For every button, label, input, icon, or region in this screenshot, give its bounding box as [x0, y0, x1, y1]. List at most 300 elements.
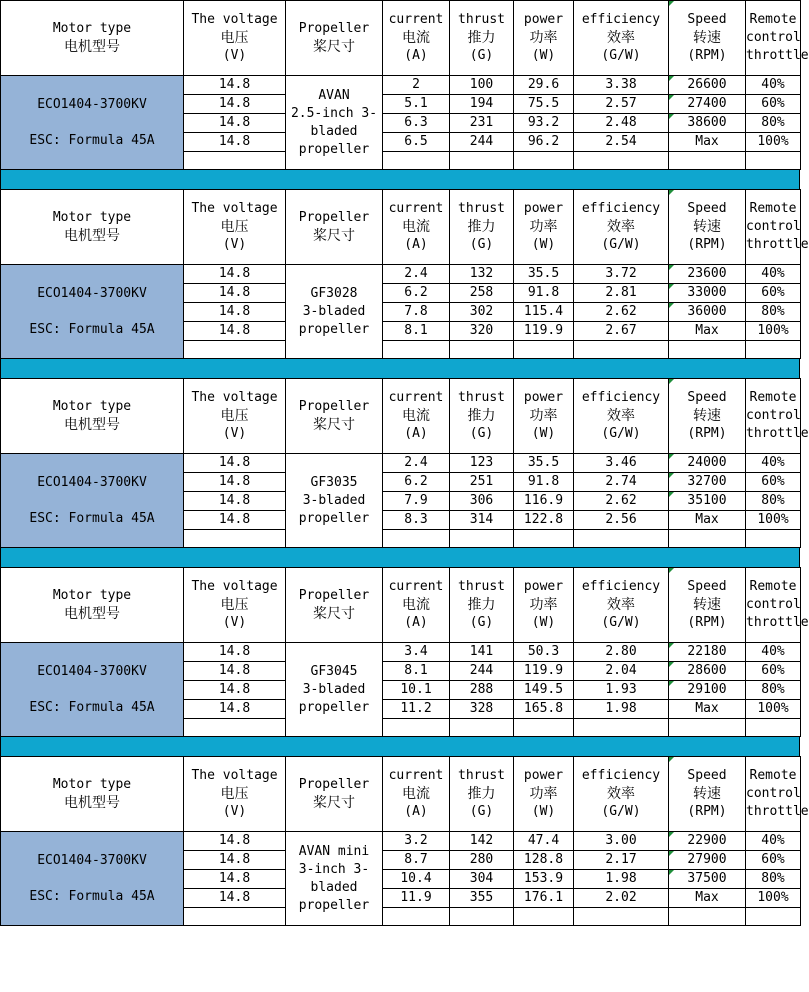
table-row [1, 643, 801, 662]
cell-text-line: (V) [222, 237, 247, 252]
cell-text-line: 功率 [529, 786, 558, 802]
cell-text-line: AVAN mini [298, 843, 370, 859]
power-cell: 96.2 [514, 133, 574, 152]
voltage-cell: 14.8 [184, 851, 286, 870]
cell-text-line: 桨尺寸 [313, 606, 355, 622]
thrust-cell: 123 [450, 454, 514, 473]
voltage-cell: 14.8 [184, 889, 286, 908]
cell-text-line: control [746, 408, 801, 423]
current-cell: 3.2 [383, 832, 450, 851]
current-cell: 10.4 [383, 870, 450, 889]
throttle-cell: 80% [746, 492, 801, 511]
cell-text-line: (A) [404, 615, 428, 630]
efficiency-cell: 2.62 [574, 303, 669, 322]
speed-cell: Max [669, 889, 746, 908]
throttle-cell: 60% [746, 473, 801, 492]
cell-text-line: 3-bladed [302, 303, 366, 319]
thrust-cell: 141 [450, 643, 514, 662]
efficiency-cell: 2.48 [574, 114, 669, 133]
power-cell: 153.9 [514, 870, 574, 889]
cell-text-line: The voltage [191, 201, 278, 216]
cell-text-line: The voltage [191, 12, 278, 27]
cell-text-line: throttle [746, 804, 809, 819]
cell-text-line: (V) [222, 804, 247, 819]
cell-text-line: bladed [310, 123, 358, 139]
cell-text-line: 电流 [402, 597, 430, 613]
cell-text-line: 功率 [529, 408, 558, 424]
cell-text-line: efficiency [581, 12, 661, 27]
current-cell: 10.1 [383, 681, 450, 700]
voltage-cell-empty [184, 152, 286, 170]
cell-text-line: control [746, 219, 801, 234]
cell-text-line: (W) [531, 237, 556, 252]
cell-text-line: (W) [531, 426, 556, 441]
throttle-cell: 100% [746, 700, 801, 719]
throttle-cell: 100% [746, 511, 801, 530]
power-cell: 176.1 [514, 889, 574, 908]
header-motor [1, 1, 184, 76]
speed-cell: 33000 [669, 284, 746, 303]
voltage-cell: 14.8 [184, 662, 286, 681]
cell-text-line: 电机型号 [64, 228, 120, 244]
thrust-cell-empty [450, 908, 514, 926]
header-voltage [184, 190, 286, 265]
cell-text-line: Motor type [52, 777, 132, 792]
cell-text-line: (A) [404, 426, 428, 441]
current-cell: 6.5 [383, 133, 450, 152]
cell-text-line: power [523, 390, 564, 405]
header-speed [669, 379, 746, 454]
cell-text-line: Propeller [298, 399, 370, 414]
motor-model: ECO1404-3700KV [37, 285, 147, 301]
voltage-cell-empty [184, 908, 286, 926]
speed-cell: 22180 [669, 643, 746, 662]
speed-cell: 36000 [669, 303, 746, 322]
efficiency-cell: 1.98 [574, 700, 669, 719]
cell-text-line: 电压 [220, 30, 249, 46]
power-cell-empty [514, 908, 574, 926]
voltage-cell: 14.8 [184, 133, 286, 152]
thrust-cell: 328 [450, 700, 514, 719]
header-voltage [184, 1, 286, 76]
voltage-cell: 14.8 [184, 681, 286, 700]
header-current [383, 190, 450, 265]
cell-text-line: The voltage [191, 579, 278, 594]
voltage-cell: 14.8 [184, 95, 286, 114]
table-separator [0, 170, 800, 189]
thrust-cell: 280 [450, 851, 514, 870]
speed-cell: 32700 [669, 473, 746, 492]
voltage-cell: 14.8 [184, 303, 286, 322]
throttle-cell: 40% [746, 76, 801, 95]
current-cell: 7.8 [383, 303, 450, 322]
header-current [383, 1, 450, 76]
efficiency-cell-empty [574, 152, 669, 170]
motor-spec-table [0, 189, 809, 359]
header-thrust [450, 379, 514, 454]
throttle-cell-empty [746, 908, 801, 926]
header-current [383, 379, 450, 454]
power-cell: 35.5 [514, 265, 574, 284]
cell-text-line: 转速 [693, 786, 721, 802]
power-cell: 119.9 [514, 662, 574, 681]
cell-text-line: (G) [469, 237, 494, 252]
cell-text-line: throttle [746, 237, 809, 252]
cell-text-line: bladed [310, 879, 358, 895]
power-cell: 93.2 [514, 114, 574, 133]
cell-text-line: (V) [222, 615, 247, 630]
cell-text-line: (RPM) [687, 48, 727, 63]
throttle-cell: 80% [746, 681, 801, 700]
power-cell: 115.4 [514, 303, 574, 322]
cell-text-line: propeller [298, 321, 370, 337]
thrust-cell: 320 [450, 322, 514, 341]
throttle-cell-empty [746, 530, 801, 548]
header-propeller [286, 757, 383, 832]
power-cell: 122.8 [514, 511, 574, 530]
cell-text-line: 电压 [220, 408, 249, 424]
power-cell: 149.5 [514, 681, 574, 700]
header-thrust [450, 1, 514, 76]
header-voltage [184, 757, 286, 832]
cell-text-line: current [388, 579, 444, 594]
thrust-cell: 288 [450, 681, 514, 700]
table-separator [0, 548, 800, 567]
cell-text-line: (W) [531, 804, 556, 819]
throttle-cell-empty [746, 719, 801, 737]
voltage-cell-empty [184, 341, 286, 359]
header-throttle [746, 1, 809, 76]
cell-text-line: 电流 [402, 408, 430, 424]
cell-text-line: Propeller [298, 21, 370, 36]
motor-cell [1, 643, 184, 737]
header-propeller [286, 379, 383, 454]
speed-cell: 24000 [669, 454, 746, 473]
throttle-cell: 40% [746, 832, 801, 851]
cell-text-line: efficiency [581, 390, 661, 405]
cell-text-line: Motor type [52, 210, 132, 225]
speed-cell: 38600 [669, 114, 746, 133]
thrust-cell: 132 [450, 265, 514, 284]
power-cell: 165.8 [514, 700, 574, 719]
cell-text-line: 效率 [607, 30, 635, 46]
power-cell-empty [514, 341, 574, 359]
efficiency-cell: 2.56 [574, 511, 669, 530]
efficiency-cell: 2.04 [574, 662, 669, 681]
cell-text-line: Speed [687, 768, 727, 783]
efficiency-cell: 3.00 [574, 832, 669, 851]
motor-model: ECO1404-3700KV [37, 852, 147, 868]
motor-spec-table [0, 756, 809, 926]
header-efficiency [574, 757, 669, 832]
throttle-cell: 100% [746, 133, 801, 152]
cell-text-line: The voltage [191, 768, 278, 783]
header-thrust [450, 757, 514, 832]
throttle-cell: 100% [746, 322, 801, 341]
cell-text-line: (G/W) [601, 48, 641, 63]
header-row [1, 190, 801, 265]
cell-text-line: 桨尺寸 [313, 228, 355, 244]
cell-text-line: propeller [298, 141, 370, 157]
propeller-cell [286, 265, 383, 359]
cell-text-line: efficiency [581, 768, 661, 783]
header-speed [669, 757, 746, 832]
header-row [1, 757, 801, 832]
cell-text-line: propeller [298, 897, 370, 913]
cell-text-line: 推力 [467, 408, 496, 424]
cell-text-line: control [746, 597, 801, 612]
motor-model: ECO1404-3700KV [37, 663, 147, 679]
cell-text-line: Remote [749, 12, 797, 27]
esc-model: ESC: Formula 45A [29, 510, 155, 526]
cell-text-line: 桨尺寸 [313, 39, 355, 55]
header-row [1, 379, 801, 454]
current-cell: 11.2 [383, 700, 450, 719]
efficiency-cell: 2.81 [574, 284, 669, 303]
efficiency-cell-empty [574, 341, 669, 359]
motor-cell [1, 76, 184, 170]
cell-text-line: (G/W) [601, 615, 641, 630]
current-cell-empty [383, 152, 450, 170]
current-cell: 11.9 [383, 889, 450, 908]
throttle-cell-empty [746, 341, 801, 359]
cell-text-line: power [523, 201, 564, 216]
cell-text-line: 3-inch 3- [298, 861, 370, 877]
speed-cell: Max [669, 511, 746, 530]
cell-text-line: Motor type [52, 21, 132, 36]
cell-text-line: (G/W) [601, 804, 641, 819]
cell-text-line: AVAN [318, 87, 350, 103]
cell-text-line: propeller [298, 699, 370, 715]
header-row [1, 568, 801, 643]
voltage-cell: 14.8 [184, 322, 286, 341]
header-voltage [184, 568, 286, 643]
current-cell: 6.2 [383, 473, 450, 492]
cell-text-line: control [746, 786, 801, 801]
table-row [1, 265, 801, 284]
cell-text-line: 桨尺寸 [313, 795, 355, 811]
spacer [1, 492, 183, 510]
voltage-cell: 14.8 [184, 643, 286, 662]
cell-text-line: current [388, 768, 444, 783]
header-throttle [746, 757, 809, 832]
cell-text-line: current [388, 12, 444, 27]
speed-cell-empty [669, 530, 746, 548]
cell-text-line: 电流 [402, 786, 430, 802]
current-cell: 2.4 [383, 265, 450, 284]
esc-model: ESC: Formula 45A [29, 132, 155, 148]
header-voltage [184, 379, 286, 454]
throttle-cell-empty [746, 152, 801, 170]
speed-cell: 37500 [669, 870, 746, 889]
current-cell-empty [383, 341, 450, 359]
cell-text-line: (A) [404, 237, 428, 252]
cell-text-line: 电压 [220, 597, 249, 613]
header-efficiency [574, 1, 669, 76]
header-thrust [450, 568, 514, 643]
current-cell: 8.1 [383, 322, 450, 341]
cell-text-line: 3-bladed [302, 492, 366, 508]
header-efficiency [574, 568, 669, 643]
spacer [1, 303, 183, 321]
thrust-cell: 306 [450, 492, 514, 511]
motor-model: ECO1404-3700KV [37, 474, 147, 490]
header-propeller [286, 568, 383, 643]
spacer [1, 681, 183, 699]
power-cell: 119.9 [514, 322, 574, 341]
speed-cell: 28600 [669, 662, 746, 681]
cell-text-line: thrust [458, 201, 505, 216]
header-throttle [746, 190, 809, 265]
cell-text-line: (V) [222, 426, 247, 441]
cell-text-line: (RPM) [687, 804, 727, 819]
cell-text-line: Speed [687, 12, 727, 27]
throttle-cell: 80% [746, 303, 801, 322]
thrust-cell: 100 [450, 76, 514, 95]
cell-text-line: power [523, 12, 564, 27]
cell-text-line: 2.5-inch 3- [290, 105, 378, 121]
current-cell: 2.4 [383, 454, 450, 473]
power-cell-empty [514, 719, 574, 737]
voltage-cell: 14.8 [184, 473, 286, 492]
header-speed [669, 190, 746, 265]
cell-text-line: power [523, 768, 564, 783]
throttle-cell: 40% [746, 265, 801, 284]
header-speed [669, 1, 746, 76]
cell-text-line: (G) [469, 426, 494, 441]
cell-text-line: Propeller [298, 210, 370, 225]
cell-text-line: (V) [222, 48, 247, 63]
header-propeller [286, 190, 383, 265]
thrust-cell: 258 [450, 284, 514, 303]
power-cell: 91.8 [514, 284, 574, 303]
speed-cell-empty [669, 719, 746, 737]
cell-text-line: thrust [458, 579, 505, 594]
efficiency-cell: 2.17 [574, 851, 669, 870]
cell-text-line: thrust [458, 768, 505, 783]
cell-text-line: Remote [749, 390, 797, 405]
cell-text-line: current [388, 201, 444, 216]
cell-text-line: 3-bladed [302, 681, 366, 697]
current-cell: 8.1 [383, 662, 450, 681]
header-motor [1, 568, 184, 643]
thrust-cell: 194 [450, 95, 514, 114]
cell-text-line: (W) [531, 615, 556, 630]
efficiency-cell: 2.74 [574, 473, 669, 492]
voltage-cell: 14.8 [184, 870, 286, 889]
table-separator [0, 359, 800, 378]
voltage-cell: 14.8 [184, 265, 286, 284]
header-throttle [746, 379, 809, 454]
current-cell-empty [383, 530, 450, 548]
header-current [383, 757, 450, 832]
cell-text-line: 转速 [693, 30, 721, 46]
thrust-cell: 302 [450, 303, 514, 322]
table-separator [0, 737, 800, 756]
motor-spec-table [0, 567, 809, 737]
voltage-cell: 14.8 [184, 284, 286, 303]
cell-text-line: 推力 [467, 30, 496, 46]
cell-text-line: Propeller [298, 777, 370, 792]
current-cell-empty [383, 908, 450, 926]
header-throttle [746, 568, 809, 643]
cell-text-line: power [523, 579, 564, 594]
header-current [383, 568, 450, 643]
cell-text-line: Remote [749, 579, 797, 594]
current-cell: 2 [383, 76, 450, 95]
esc-model: ESC: Formula 45A [29, 321, 155, 337]
cell-text-line: current [388, 390, 444, 405]
cell-text-line: 推力 [467, 219, 496, 235]
header-power [514, 379, 574, 454]
thrust-cell: 231 [450, 114, 514, 133]
header-power [514, 1, 574, 76]
efficiency-cell: 2.54 [574, 133, 669, 152]
propeller-cell [286, 643, 383, 737]
speed-cell-empty [669, 908, 746, 926]
cell-text-line: throttle [746, 426, 809, 441]
cell-text-line: Motor type [52, 588, 132, 603]
motor-model: ECO1404-3700KV [37, 96, 147, 112]
cell-text-line: 效率 [607, 786, 635, 802]
speed-cell: Max [669, 133, 746, 152]
thrust-cell: 244 [450, 662, 514, 681]
cell-text-line: 电流 [402, 30, 430, 46]
propeller-cell [286, 76, 383, 170]
power-cell: 91.8 [514, 473, 574, 492]
thrust-cell-empty [450, 530, 514, 548]
throttle-cell: 60% [746, 95, 801, 114]
throttle-cell: 80% [746, 114, 801, 133]
cell-text-line: 电压 [220, 219, 249, 235]
speed-cell: 35100 [669, 492, 746, 511]
cell-text-line: GF3035 [310, 474, 358, 490]
voltage-cell: 14.8 [184, 511, 286, 530]
thrust-cell: 355 [450, 889, 514, 908]
header-efficiency [574, 379, 669, 454]
power-cell: 29.6 [514, 76, 574, 95]
table-row [1, 832, 801, 851]
header-thrust [450, 190, 514, 265]
cell-text-line: GF3028 [310, 285, 358, 301]
table-row [1, 76, 801, 95]
current-cell: 8.7 [383, 851, 450, 870]
current-cell: 7.9 [383, 492, 450, 511]
spacer [1, 114, 183, 132]
table-row [1, 454, 801, 473]
propeller-cell [286, 454, 383, 548]
current-cell: 5.1 [383, 95, 450, 114]
cell-text-line: (G) [469, 48, 494, 63]
efficiency-cell-empty [574, 908, 669, 926]
speed-cell: 27900 [669, 851, 746, 870]
thrust-cell: 244 [450, 133, 514, 152]
cell-text-line: 推力 [467, 597, 496, 613]
header-motor [1, 190, 184, 265]
cell-text-line: GF3045 [310, 663, 358, 679]
speed-cell: 29100 [669, 681, 746, 700]
cell-text-line: 电压 [220, 786, 249, 802]
cell-text-line: 推力 [467, 786, 496, 802]
throttle-cell: 60% [746, 284, 801, 303]
cell-text-line: 转速 [693, 408, 721, 424]
cell-text-line: 桨尺寸 [313, 417, 355, 433]
efficiency-cell: 2.80 [574, 643, 669, 662]
cell-text-line: Remote [749, 201, 797, 216]
efficiency-cell: 3.72 [574, 265, 669, 284]
header-speed [669, 568, 746, 643]
cell-text-line: 转速 [693, 219, 721, 235]
